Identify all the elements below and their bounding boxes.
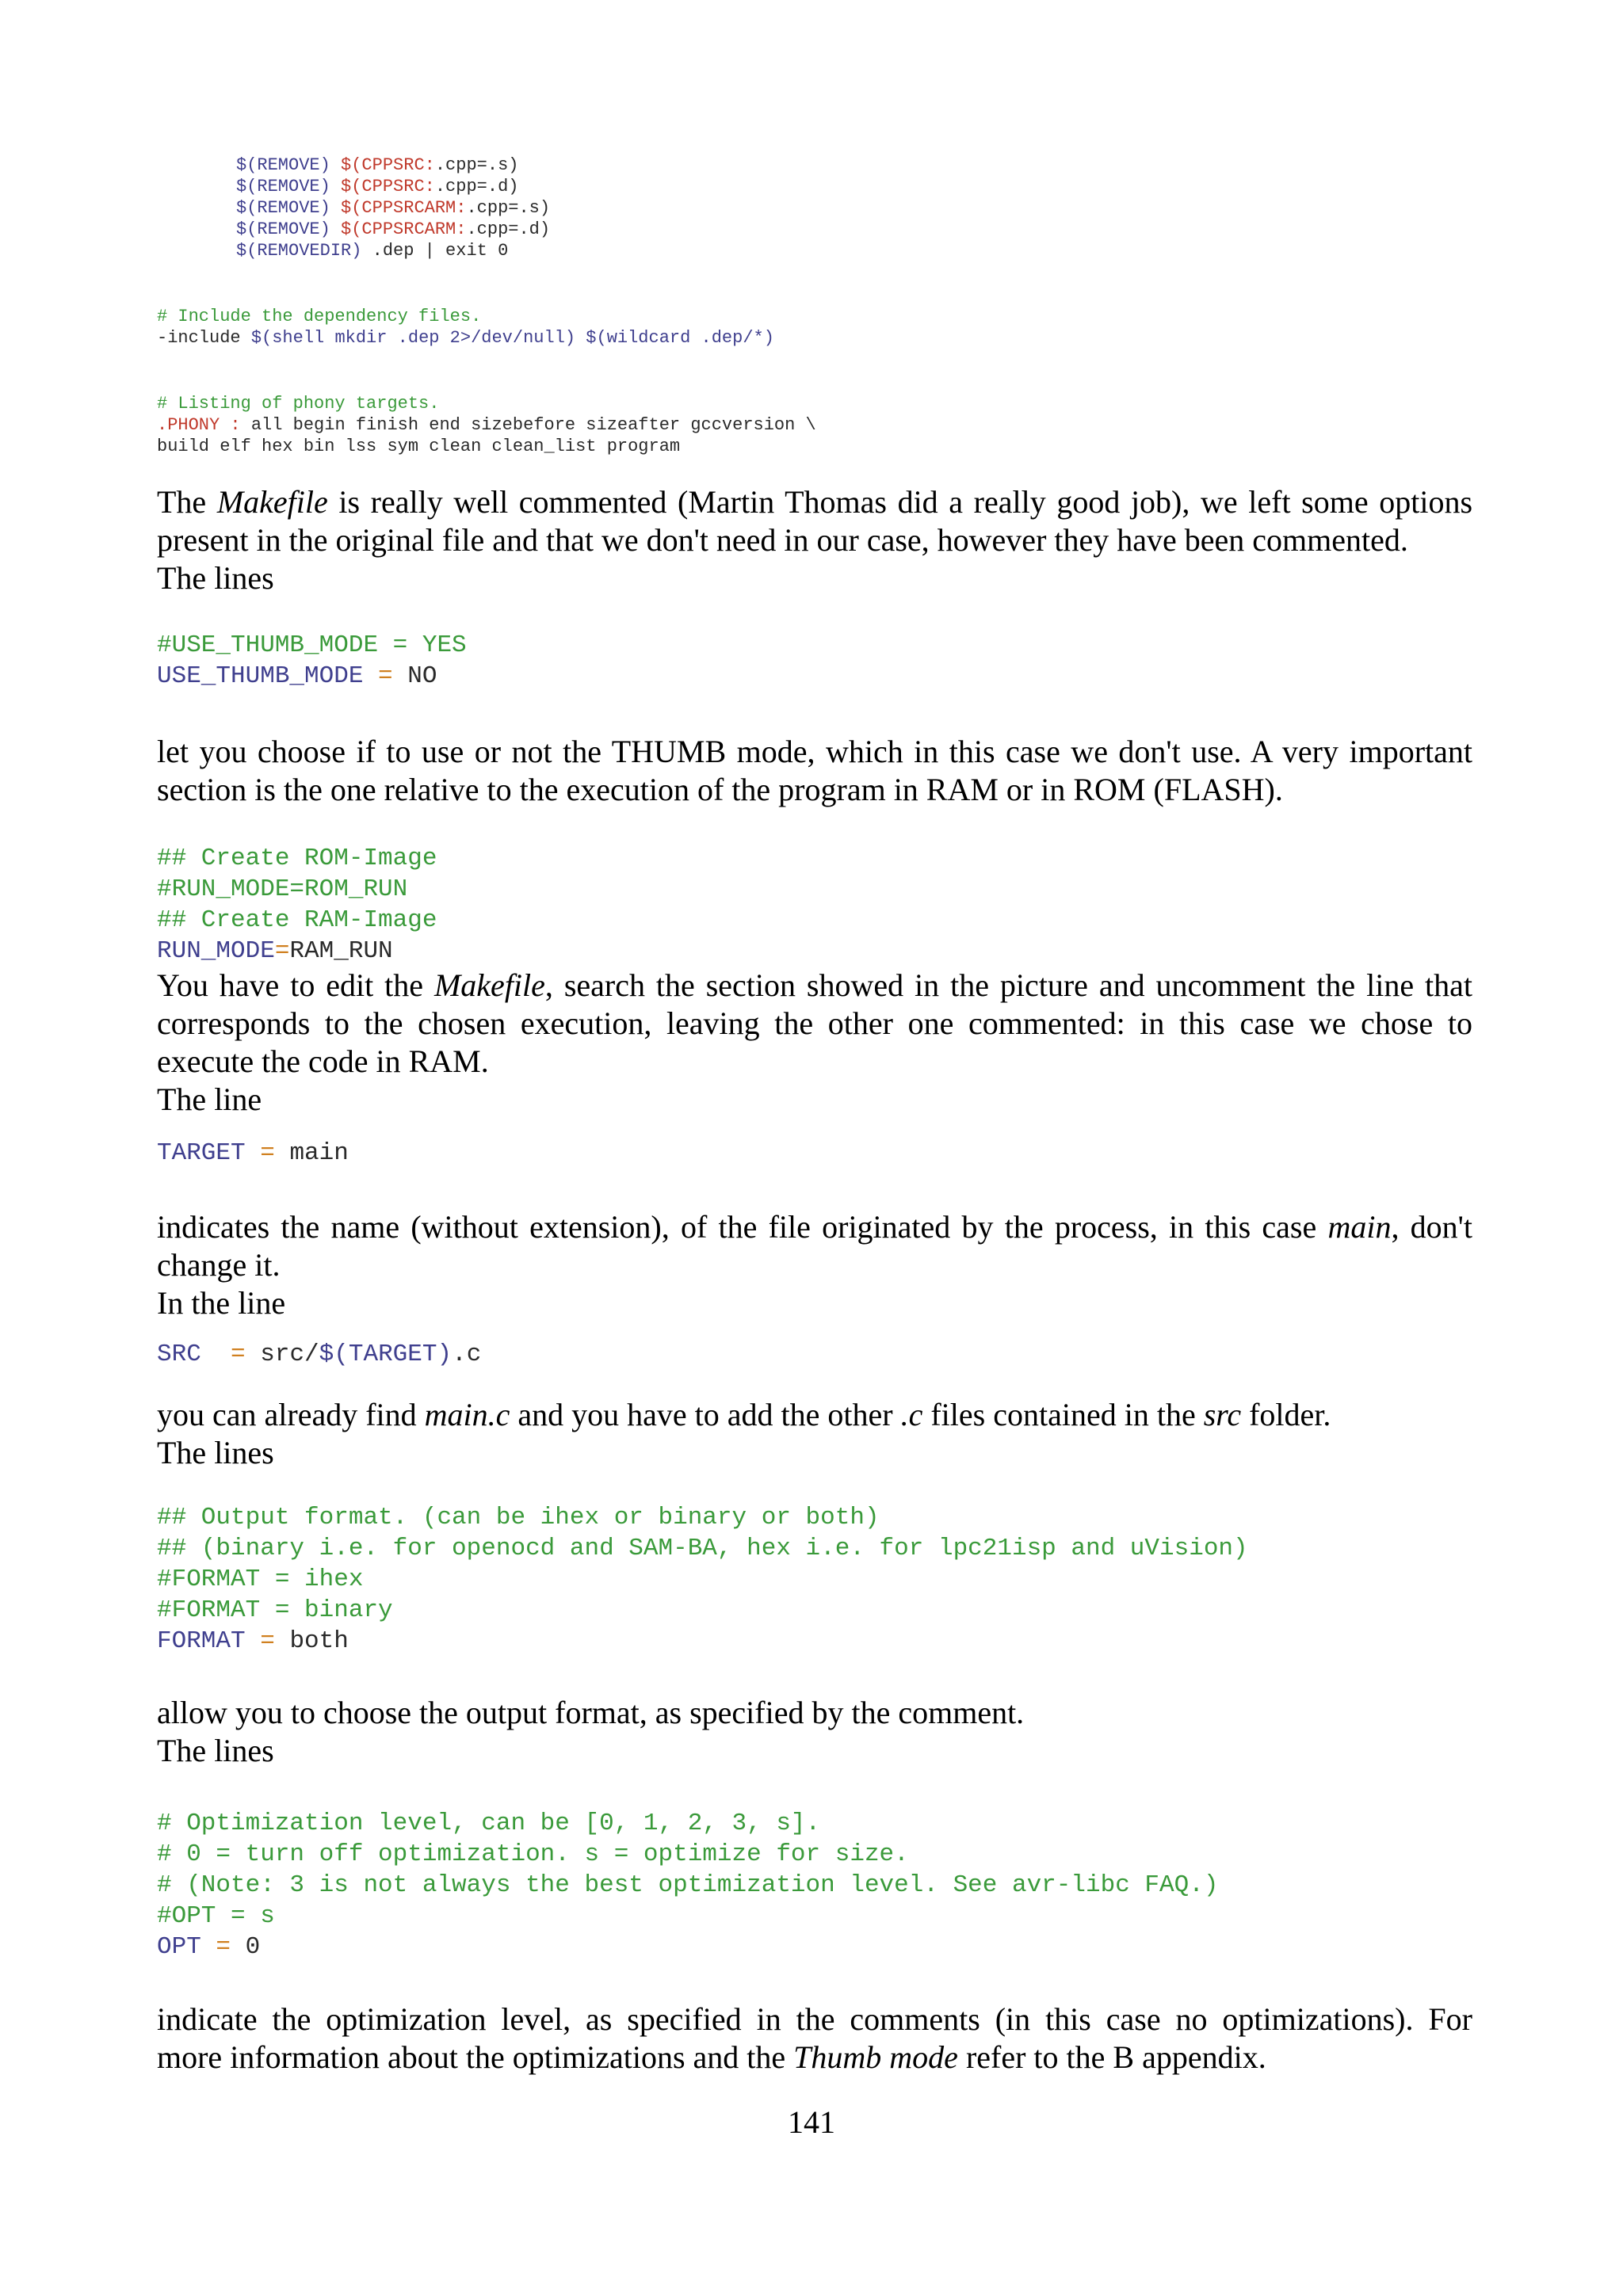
code-line: -include $(shell mkdir .dep 2>/dev/null) $(wildcard .dep/*): [157, 328, 774, 348]
text-line: execute the code in RAM.: [157, 1043, 489, 1079]
text-line: indicates the name (without extension), of the file originated by the process, in this case main, don't: [157, 1209, 1472, 1245]
code-line: FORMAT = both: [157, 1627, 349, 1655]
code-comment: ## Output format. (can be ihex or binary or both): [157, 1504, 880, 1531]
text-line: section is the one relative to the execution of the program in RAM or in ROM (FLASH).: [157, 772, 1283, 807]
code-line: $(REMOVE) $(CPPSRCARM:.cpp=.d): [236, 219, 551, 239]
code-comment: #FORMAT = binary: [157, 1596, 393, 1624]
text-line: allow you to choose the output format, as specified by the comment.: [157, 1695, 1025, 1730]
code-line: $(REMOVE) $(CPPSRC:.cpp=.s): [236, 155, 519, 175]
code-block-run-mode: [157, 843, 1472, 967]
code-block-thumb: [157, 630, 1472, 692]
code-comment: # Include the dependency files.: [157, 307, 482, 326]
text-line: The lines: [157, 560, 274, 596]
code-block-include: [157, 306, 1472, 349]
code-block-phony: [157, 393, 1472, 457]
text-line: change it.: [157, 1247, 281, 1283]
page-number: 141: [788, 2104, 835, 2140]
code-block-optimization: [157, 1808, 1472, 1962]
code-line: OPT = 0: [157, 1933, 261, 1961]
paragraph-edit-makefile: [157, 967, 1472, 1119]
paragraph-src-files: [157, 1396, 1472, 1472]
text-line: more information about the optimizations and the Thumb mode refer to the B appendix.: [157, 2039, 1266, 2075]
code-line: $(REMOVE) $(CPPSRCARM:.cpp=.s): [236, 198, 551, 218]
code-comment: # Optimization level, can be [0, 1, 2, 3, s].: [157, 1810, 821, 1837]
text-line: The lines: [157, 1435, 274, 1470]
code-comment: #FORMAT = ihex: [157, 1566, 364, 1593]
text-line: The lines: [157, 1733, 274, 1768]
code-comment: # 0 = turn off optimization. s = optimize for size.: [157, 1840, 909, 1868]
code-comment: #RUN_MODE=ROM_RUN: [157, 875, 408, 903]
code-block-target: [157, 1138, 1472, 1169]
paragraph-thumb-mode: [157, 733, 1472, 809]
code-comment: ## Create ROM-Image: [157, 845, 437, 872]
code-line: SRC = src/$(TARGET).c: [157, 1341, 482, 1368]
code-comment: # (Note: 3 is not always the best optimization level. See avr-libc FAQ.): [157, 1871, 1219, 1899]
code-line: $(REMOVE) $(CPPSRC:.cpp=.d): [236, 177, 519, 196]
code-line: $(REMOVEDIR) .dep | exit 0: [236, 241, 509, 261]
code-comment: #OPT = s: [157, 1902, 275, 1930]
paragraph-target-name: [157, 1208, 1472, 1322]
code-block-clean: [236, 154, 1552, 261]
text-line: corresponds to the chosen execution, leaving the other one commented: in this case we chose to: [157, 1005, 1472, 1041]
code-block-src: [157, 1339, 1472, 1370]
text-line: indicate the optimization level, as specified in the comments (in this case no optimizations). For: [157, 2001, 1472, 2037]
text-line: The line: [157, 1081, 262, 1117]
text-line: In the line: [157, 1285, 286, 1321]
code-line: build elf hex bin lss sym clean clean_list program: [157, 437, 681, 456]
code-comment: ## Create RAM-Image: [157, 906, 437, 934]
text-line: The Makefile is really well commented (Martin Thomas did a really good job), we left some options: [157, 484, 1473, 520]
text-line: present in the original file and that we don't need in our case, however they have been commented.: [157, 522, 1408, 558]
code-block-format: [157, 1502, 1472, 1657]
text-line: let you choose if to use or not the THUMB mode, which in this case we don't use. A very important: [157, 734, 1472, 769]
code-comment: # Listing of phony targets.: [157, 394, 440, 414]
text-line: You have to edit the Makefile, search the section showed in the picture and uncomment the line that: [157, 967, 1472, 1003]
code-line: USE_THUMB_MODE = NO: [157, 662, 437, 690]
text-line: you can already find main.c and you have to add the other .c files contained in the src folder.: [157, 1397, 1331, 1432]
paragraph-output-format: [157, 1694, 1472, 1770]
code-line: RUN_MODE=RAM_RUN: [157, 937, 393, 965]
code-comment: ## (binary i.e. for openocd and SAM-BA, hex i.e. for lpc21isp and uVision): [157, 1535, 1248, 1562]
paragraph-optimization-level: [157, 2000, 1472, 2077]
code-comment: #USE_THUMB_MODE = YES: [157, 631, 467, 659]
code-line: TARGET = main: [157, 1139, 349, 1167]
paragraph-makefile-intro: [157, 483, 1472, 597]
code-line: .PHONY : all begin finish end sizebefore sizeafter gccversion \: [157, 415, 816, 435]
